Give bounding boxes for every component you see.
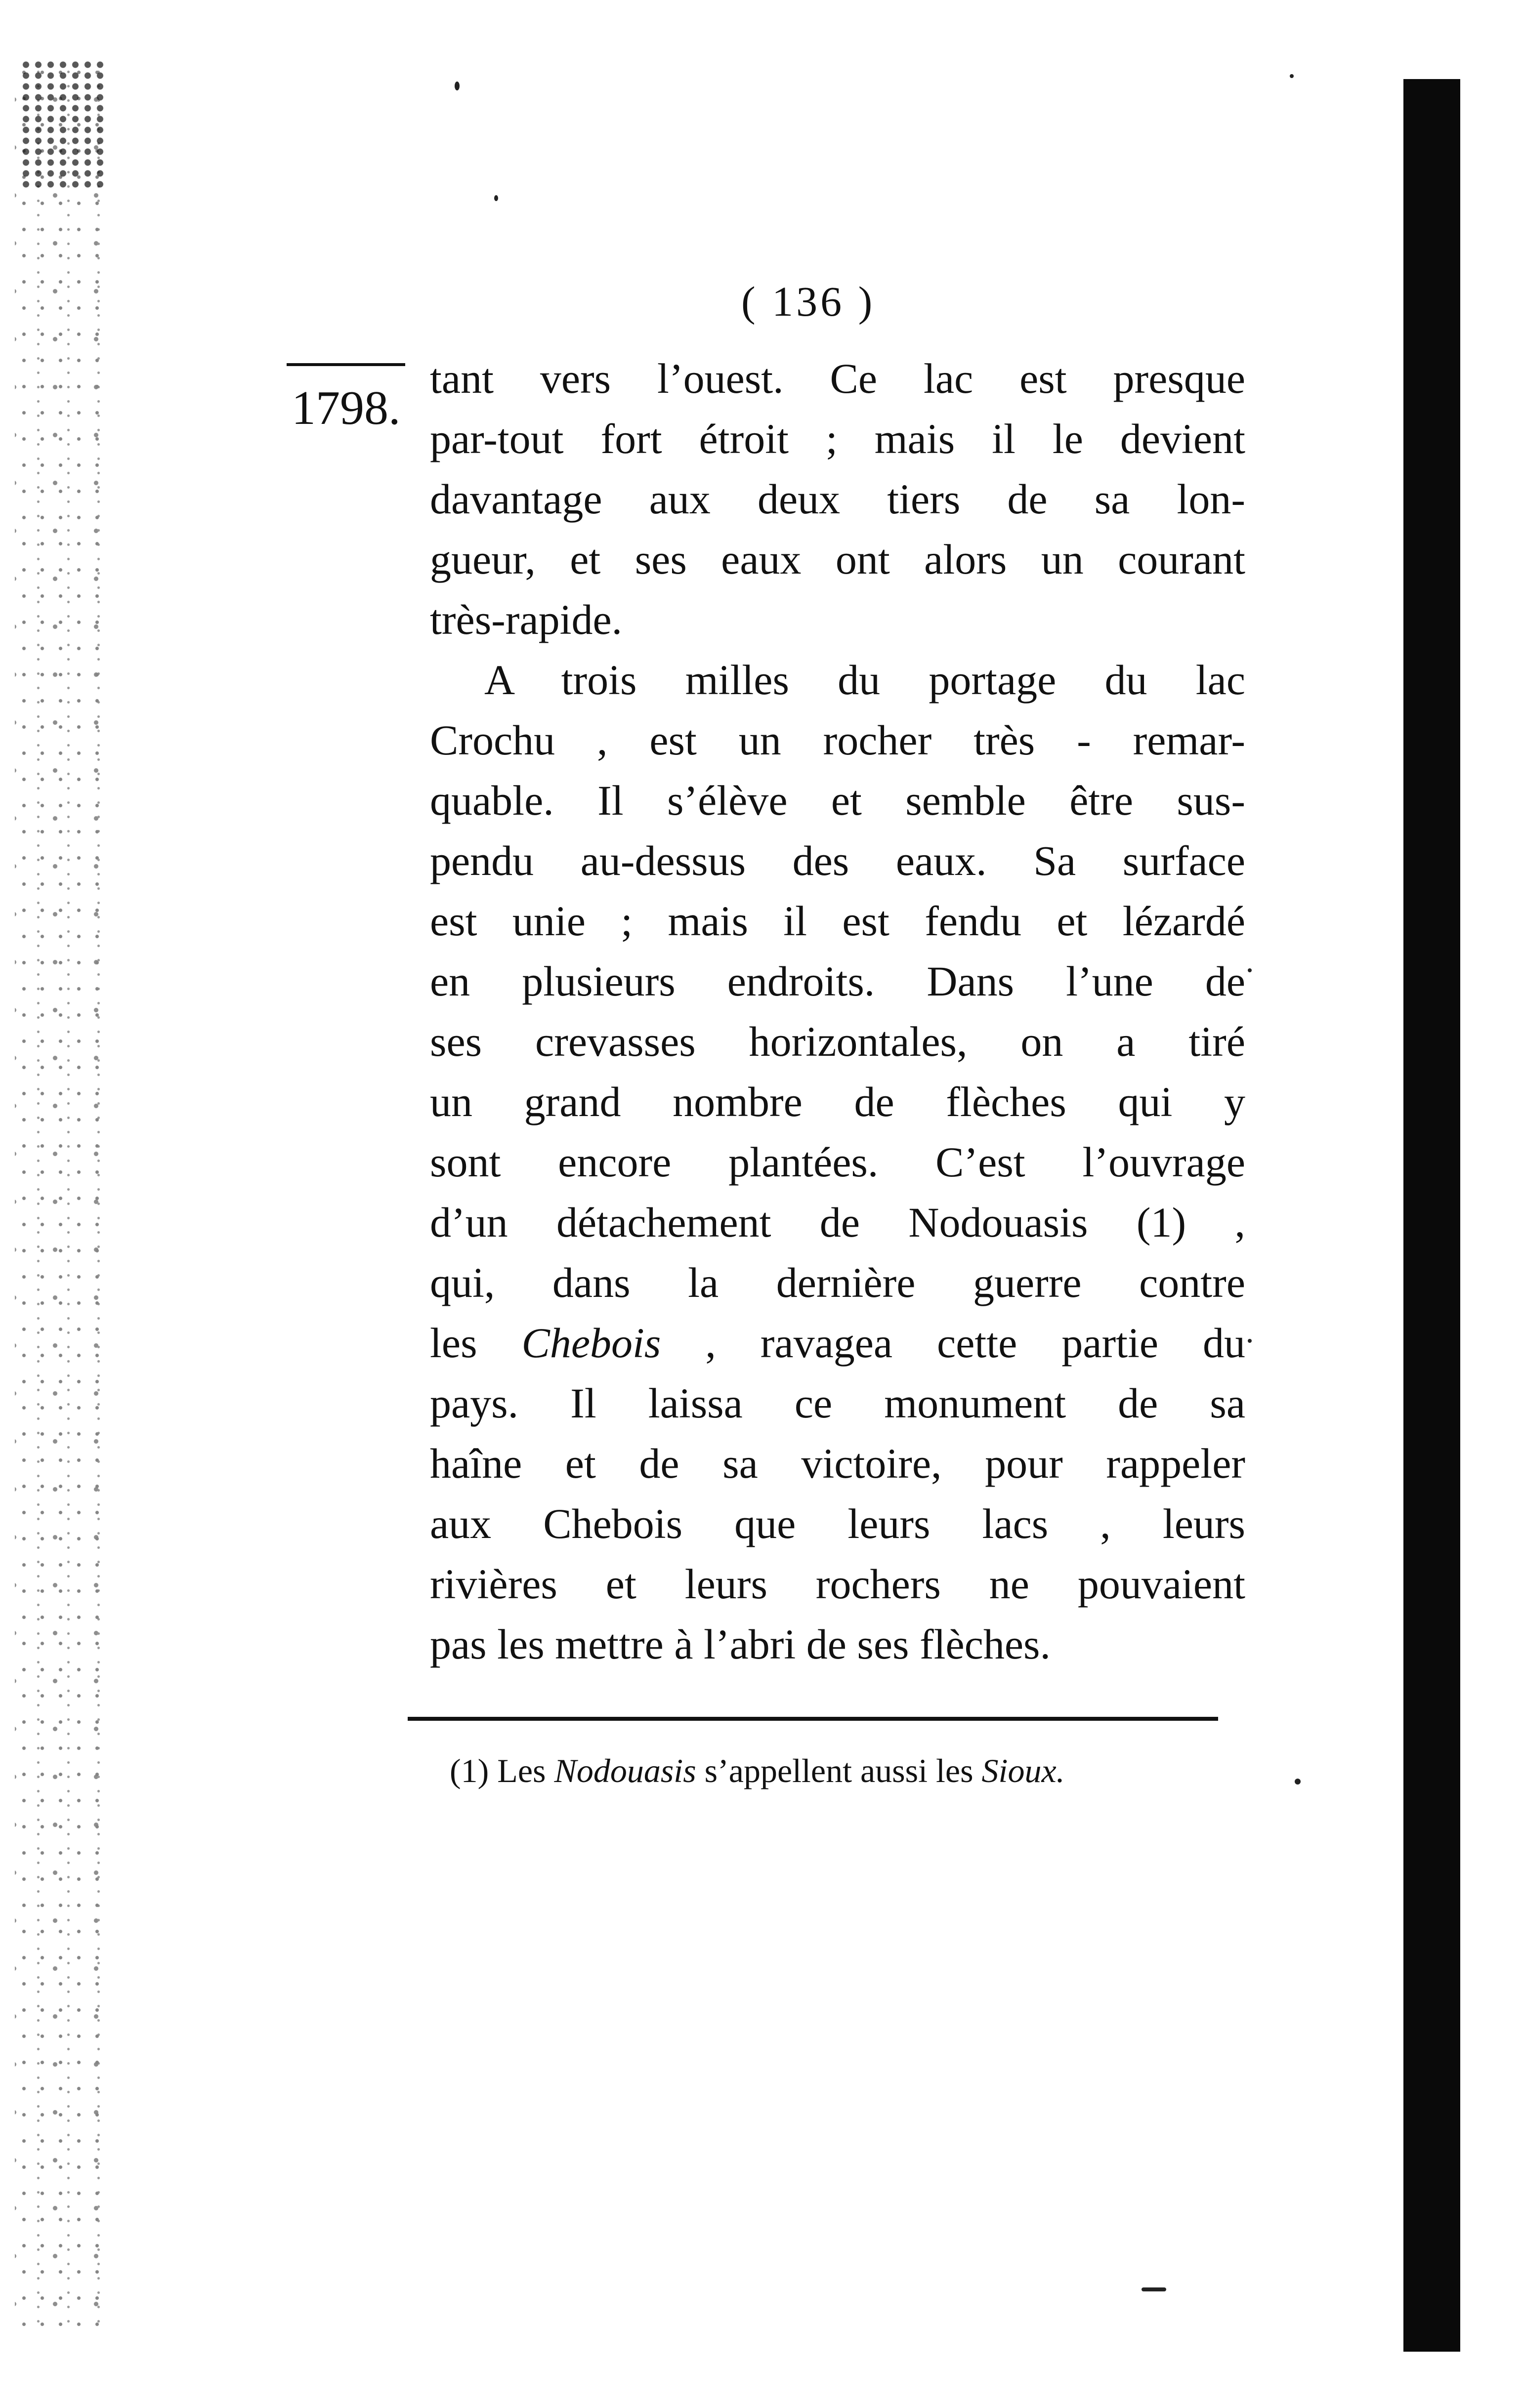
line-text: les — [430, 1319, 522, 1367]
footnote-rule — [408, 1717, 1218, 1721]
text-line — [430, 348, 1245, 409]
scan-speck — [1248, 968, 1252, 972]
marginal-year: 1798. — [292, 381, 401, 435]
footnote-italic-1: Nodouasis — [554, 1752, 696, 1789]
line-text: pays. Il laissa ce monument de sa — [430, 1379, 1245, 1427]
scan-speck — [1248, 1339, 1252, 1343]
text-line — [430, 1554, 1245, 1614]
line-text: qui, dans la dernière guerre contre — [430, 1259, 1245, 1306]
text-line — [430, 1011, 1245, 1072]
line-text: ses crevasses horizontales, on a tiré — [430, 1018, 1245, 1065]
text-line — [430, 1433, 1245, 1494]
line-text: A trois milles du portage du lac — [484, 656, 1245, 704]
text-line — [430, 891, 1245, 951]
line-text: sont encore plantées. C’est l’ouvrage — [430, 1138, 1245, 1186]
footnote-text-1: Les — [497, 1752, 554, 1789]
text-line — [430, 1132, 1245, 1192]
scan-gutter-noise-top — [20, 59, 104, 188]
line-text: rivières et leurs rochers ne pouvaient — [430, 1560, 1245, 1608]
line-text: d’un détachement de Nodouasis (1) , — [430, 1199, 1245, 1246]
line-text: tant vers l’ouest. Ce lac est presque — [430, 355, 1245, 402]
text-line — [430, 1192, 1245, 1252]
line-text: gueur, et ses eaux ont alors un courant — [430, 536, 1245, 583]
line-text: pendu au-dessus des eaux. Sa surface — [430, 837, 1245, 884]
line-text: en plusieurs endroits. Dans l’une de — [430, 957, 1245, 1005]
text-line — [430, 589, 1245, 650]
text-line — [430, 469, 1245, 529]
scan-gutter-noise — [15, 59, 109, 2332]
scan-speck — [455, 82, 460, 90]
text-line — [430, 1494, 1245, 1554]
body-text — [430, 348, 1245, 1674]
line-text: pas les mettre à l’abri de ses flèches. — [430, 1620, 1051, 1668]
text-line — [430, 650, 1245, 710]
text-line — [430, 529, 1245, 589]
text-line — [430, 710, 1245, 770]
footnote — [450, 1751, 1240, 1790]
line-text: un grand nombre de flèches qui y — [430, 1078, 1245, 1125]
text-line — [430, 1072, 1245, 1132]
footnote-text-2: s’appellent aussi les — [696, 1752, 982, 1789]
text-line — [430, 1373, 1245, 1433]
text-line — [430, 409, 1245, 469]
scan-speck — [1290, 74, 1294, 78]
marginal-rule — [287, 363, 405, 366]
line-text: davantage aux deux tiers de sa lon- — [430, 475, 1245, 523]
line-text: très-rapide. — [430, 596, 623, 643]
footnote-marker: (1) — [450, 1752, 498, 1789]
scan-speck — [494, 195, 498, 201]
text-line — [430, 770, 1245, 830]
scan-speck — [1295, 1779, 1301, 1785]
page-number: ( 136 ) — [741, 278, 876, 325]
scan-speck — [1142, 2287, 1166, 2291]
italic-text: Chebois — [521, 1319, 661, 1367]
text-line — [430, 1252, 1245, 1313]
line-text: quable. Il s’élève et semble être sus- — [430, 777, 1245, 824]
line-text: est unie ; mais il est fendu et lézardé — [430, 897, 1245, 945]
text-line — [430, 951, 1245, 1011]
text-line — [430, 1313, 1245, 1373]
line-text: , ravagea cette partie du — [661, 1319, 1245, 1367]
line-text: par-tout fort étroit ; mais il le devient — [430, 415, 1245, 462]
scan-edge-bar — [1403, 79, 1460, 2352]
text-line — [430, 1614, 1245, 1674]
footnote-italic-2: Sioux. — [981, 1752, 1065, 1789]
line-text: haîne et de sa victoire, pour rappeler — [430, 1440, 1245, 1487]
line-text: aux Chebois que leurs lacs , leurs — [430, 1500, 1245, 1547]
line-text: Crochu , est un rocher très - remar- — [430, 716, 1245, 764]
text-line — [430, 830, 1245, 891]
